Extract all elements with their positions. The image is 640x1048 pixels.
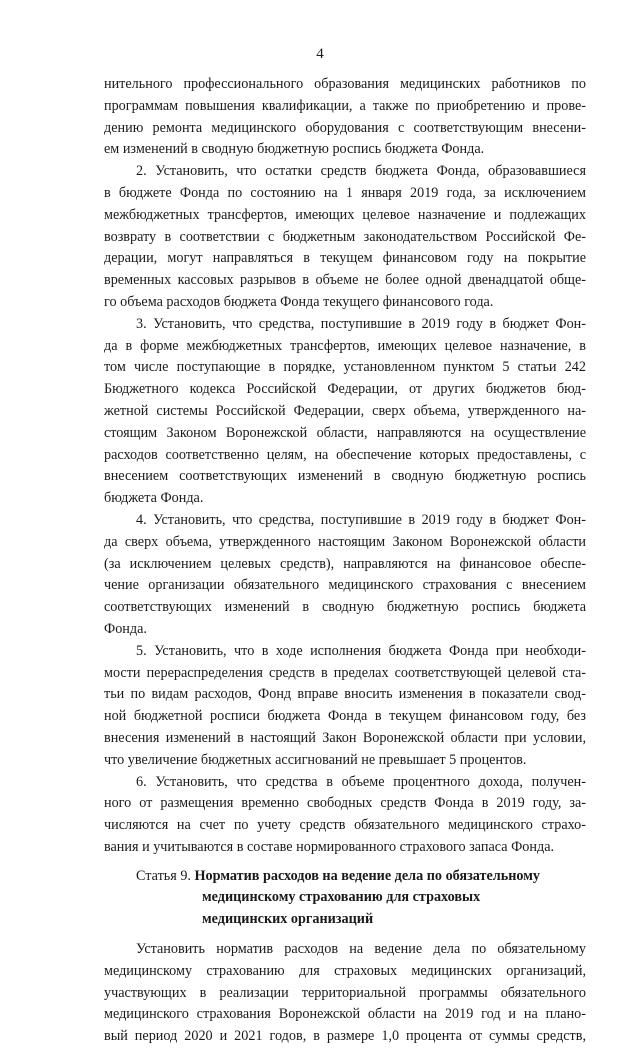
text-line: Бюджетного кодекса Российской Федерации, от других бюджетов бюд- <box>104 381 586 398</box>
text-line: программам повышения квалификации, а также по приобретению и прове- <box>104 97 586 114</box>
text-line: медицинского страхования Воронежской области на 2019 год и на плано- <box>104 1006 586 1023</box>
text-line: возврату в соответствии с бюджетным законодательством Российской Фе- <box>104 228 586 245</box>
article-label: Статья 9. <box>136 867 191 884</box>
text-line: 2. Установить, что остатки средств бюджета Фонда, образовавшиеся <box>136 163 586 180</box>
text-line: 3. Установить, что средства, поступившие в 2019 году в бюджет Фон- <box>136 315 586 332</box>
text-line: дению ремонта медицинского оборудования с соответствующим внесени- <box>104 119 586 136</box>
text-line: в бюджете Фонда по состоянию на 1 января 2019 года, за исключением <box>104 184 586 201</box>
text-line: вания и учитываются в составе нормированного страхового запаса Фонда. <box>104 838 555 855</box>
document-body <box>104 74 586 1048</box>
text-line: жетной системы Российской Федерации, сверх объема, утвержденного на- <box>104 402 586 419</box>
article-heading-line <box>104 866 586 888</box>
page-number: 4 <box>316 46 324 62</box>
text-line: ного от размещения временно свободных средств Фонда в 2019 году, за- <box>104 795 586 812</box>
text-line: вый период 2020 и 2021 годов, в размере 1,0 процента от суммы средств, <box>104 1028 586 1045</box>
article-title: Норматив расходов на ведение дела по обязательному <box>194 867 540 884</box>
paragraph-4 <box>104 510 586 641</box>
paragraph-2 <box>104 161 586 314</box>
article-title-line: медицинскому страхованию для страховых <box>202 889 481 906</box>
text-line: бюджета Фонда. <box>104 490 204 507</box>
text-line: внесением соответствующих изменений в сводную бюджетную роспись <box>104 468 586 485</box>
carryover-paragraph <box>104 74 586 161</box>
text-line: ной бюджетной росписи бюджета Фонда в текущем финансовом году, без <box>104 708 586 725</box>
text-line: ем изменений в сводную бюджетную роспись бюджета Фонда. <box>104 141 485 158</box>
text-line: го объема расходов бюджета Фонда текущего финансового года. <box>104 293 494 310</box>
spacer <box>104 931 586 939</box>
text-line: расходов соответственно целям, на обеспечение которых предоставлены, с <box>104 446 586 463</box>
text-line: числяются на счет по учету средств обязательного медицинского страхо- <box>104 817 586 834</box>
text-line: 4. Установить, что средства, поступившие в 2019 году в бюджет Фон- <box>136 511 586 528</box>
text-line: Фонда. <box>104 620 147 637</box>
article-title-line: медицинских организаций <box>202 911 374 928</box>
text-line: внесения изменений в настоящий Закон Воронежской области при условии, <box>104 729 586 746</box>
article-heading <box>104 866 586 931</box>
text-line: тьи по видам расходов, Фонд вправе вносить изменения в показатели свод- <box>104 686 586 703</box>
text-line: Установить норматив расходов на ведение дела по обязательному <box>136 941 586 958</box>
article-9-body <box>104 939 586 1048</box>
text-line: да в форме межбюджетных трансфертов, имеющих целевое назначение, в <box>104 337 586 354</box>
text-line: медицинскому страхованию для страховых медицинских организаций, <box>104 962 586 979</box>
text-line: да сверх объема, утвержденного настоящим Законом Воронежской области <box>104 533 586 550</box>
text-line: стоящим Законом Воронежской области, направляются на осуществление <box>104 424 586 441</box>
text-line: временных кассовых разрывов в объеме не более одной двенадцатой обще- <box>104 272 586 289</box>
text-line: 6. Установить, что средства в объеме процентного дохода, получен- <box>136 773 586 790</box>
text-line: 5. Установить, что в ходе исполнения бюджета Фонда при необходи- <box>136 642 586 659</box>
paragraph-6 <box>104 772 586 859</box>
text-line: том числе поступающие в порядке, установленном пунктом 5 статьи 242 <box>104 359 586 376</box>
text-line: межбюджетных трансфертов, имеющих целевое назначение и подлежащих <box>104 206 586 223</box>
text-line: дерации, могут направляться в текущем финансовом году на покрытие <box>104 250 586 267</box>
text-line: нительного профессионального образования медицинских работников по <box>104 76 586 92</box>
paragraph-5 <box>104 641 586 772</box>
text-line: чение организации обязательного медицинского страхования с внесением <box>104 577 586 594</box>
paragraph-3 <box>104 314 586 510</box>
text-line: (за исключением целевых средств), направляются на финансовое обеспе- <box>104 555 586 572</box>
text-line: соответствующих изменений в сводную бюджетную роспись бюджета <box>104 599 586 616</box>
text-line: мости перераспределения средств в пределах соответствующей целевой ста- <box>104 664 586 681</box>
text-line: что увеличение бюджетных ассигнований не превышает 5 процентов. <box>104 751 527 768</box>
text-line: участвующих в реализации территориальной программы обязательного <box>104 984 586 1001</box>
